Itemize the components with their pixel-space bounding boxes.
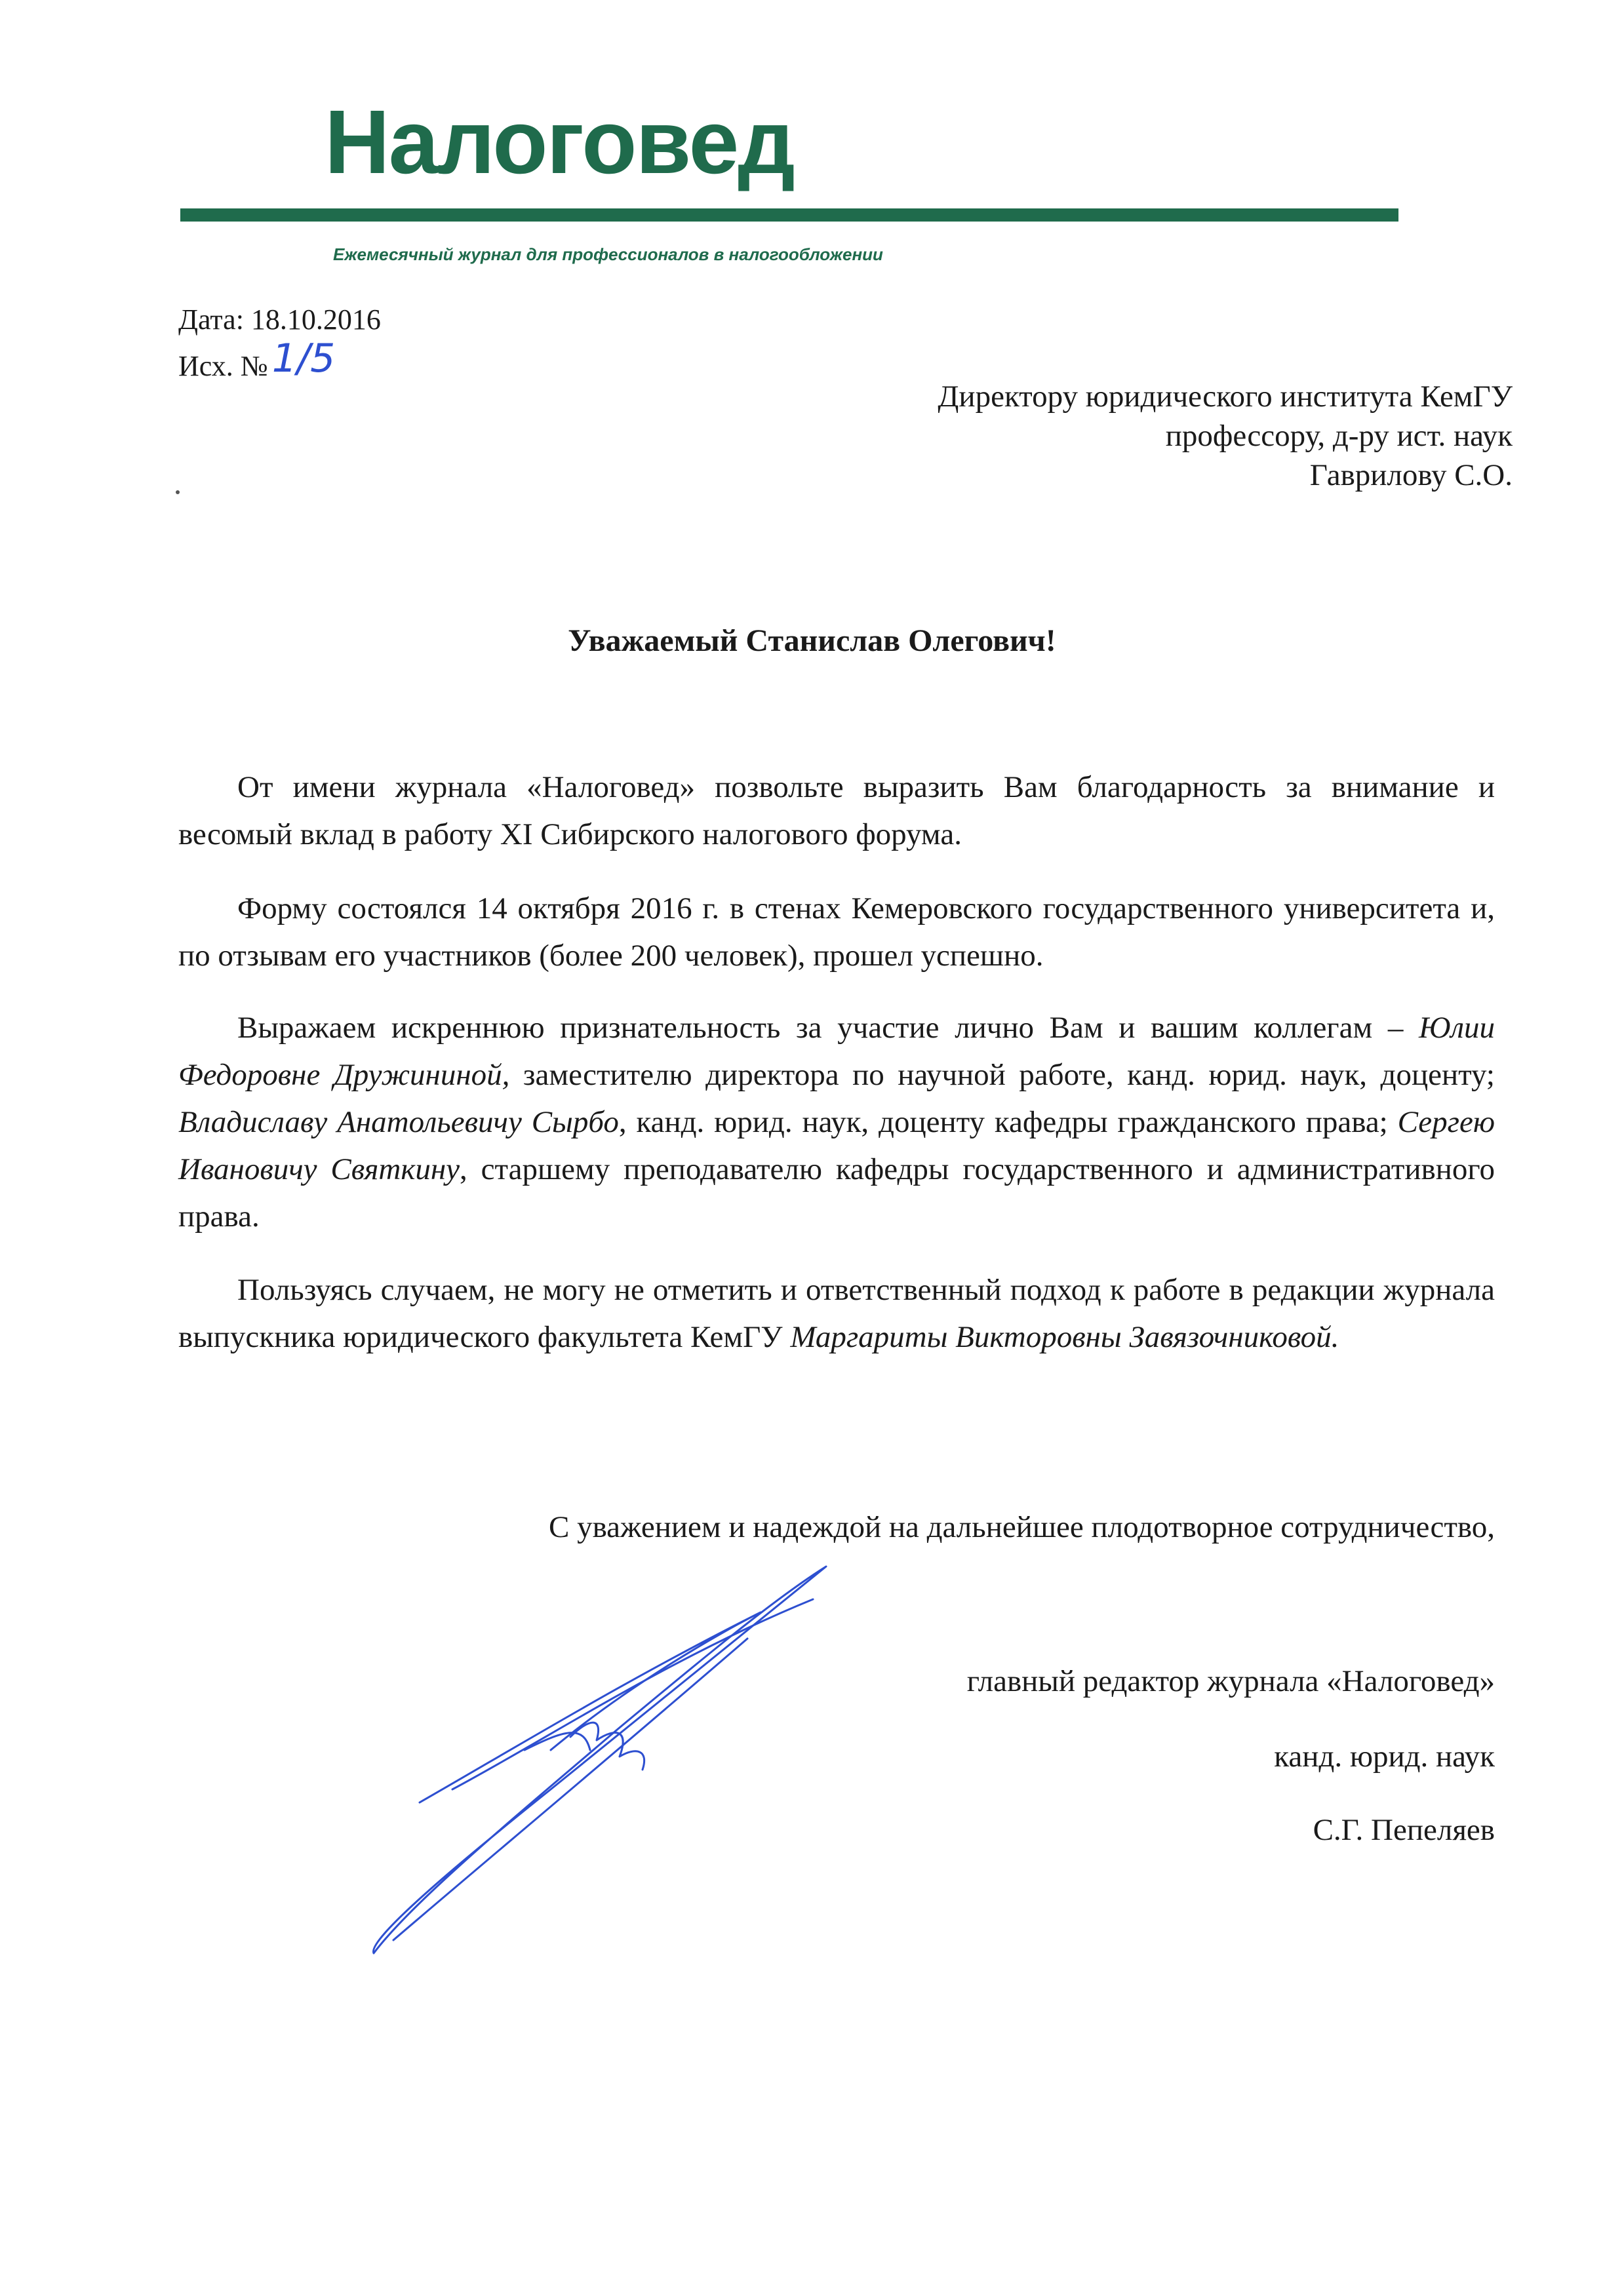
letter-date: Дата: 18.10.2016 xyxy=(178,303,381,336)
body-paragraph xyxy=(178,1266,1495,1361)
text-run: заместителю директора по научной работе, канд. юрид. наук, доценту; xyxy=(509,1058,1495,1092)
addressee-line: Гаврилову С.О. xyxy=(1309,458,1513,492)
text-run: Пользуясь случаем, не могу не отметить и ответственный подход к работе в редакции журнала выпускника юридического факультета КемГУ xyxy=(178,1273,1495,1354)
scan-speck xyxy=(176,490,180,494)
person-name: Юлии Федоровне Дружининой, xyxy=(178,1011,1495,1092)
signatory-name: С.Г. Пепеляев xyxy=(1313,1813,1495,1847)
salutation: Уважаемый Станислав Олегович! xyxy=(568,623,1056,658)
person-name: Сергею Ивановичу Святкину xyxy=(178,1105,1495,1186)
outgoing-number-label: Исх. № xyxy=(178,350,268,382)
text-run: , старшему преподавателю кафедры государственного и административного права. xyxy=(178,1152,1495,1234)
addressee-block xyxy=(529,377,1513,495)
journal-tagline: Ежемесячный журнал для профессионалов в налогообложении xyxy=(333,244,883,264)
body-paragraph: От имени журнала «Налоговед» позвольте выразить Вам благодарность за внимание и весомый вклад в работу XI Сибирского налогового форума. xyxy=(178,770,1495,851)
closing-phrase: С уважением и надеждой на дальнейшее плодотворное сотрудничество, xyxy=(548,1510,1495,1544)
signatory-degree: канд. юрид. наук xyxy=(1274,1740,1495,1774)
text-run: , канд. юрид. наук, доценту кафедры гражданского права; xyxy=(618,1105,1398,1139)
outgoing-number xyxy=(178,336,336,385)
addressee-line: Директору юридического института КемГУ xyxy=(938,379,1513,414)
signatory-position: главный редактор журнала «Налоговед» xyxy=(966,1664,1495,1698)
journal-logo: Налоговед xyxy=(325,92,794,193)
outgoing-number-handwritten: 1/5 xyxy=(271,336,336,381)
addressee-line: профессору, д-ру ист. наук xyxy=(1165,419,1513,453)
body-paragraph: Форму состоялся 14 октября 2016 г. в стенах Кемеровского государственного университета и, по отзывам его участников (более 200 человек), прошел успешно. xyxy=(178,891,1495,973)
letterhead-rule xyxy=(180,208,1398,222)
body-paragraph xyxy=(178,1004,1495,1240)
person-name: Маргариты Викторовны Завязочниковой. xyxy=(790,1320,1339,1354)
person-name: Владиславу Анатольевичу Сырбо xyxy=(178,1105,619,1139)
text-run: Выражаем искреннюю признательность за участие лично Вам и вашим коллегам – xyxy=(237,1011,1419,1045)
handwritten-signature xyxy=(354,1553,911,1966)
